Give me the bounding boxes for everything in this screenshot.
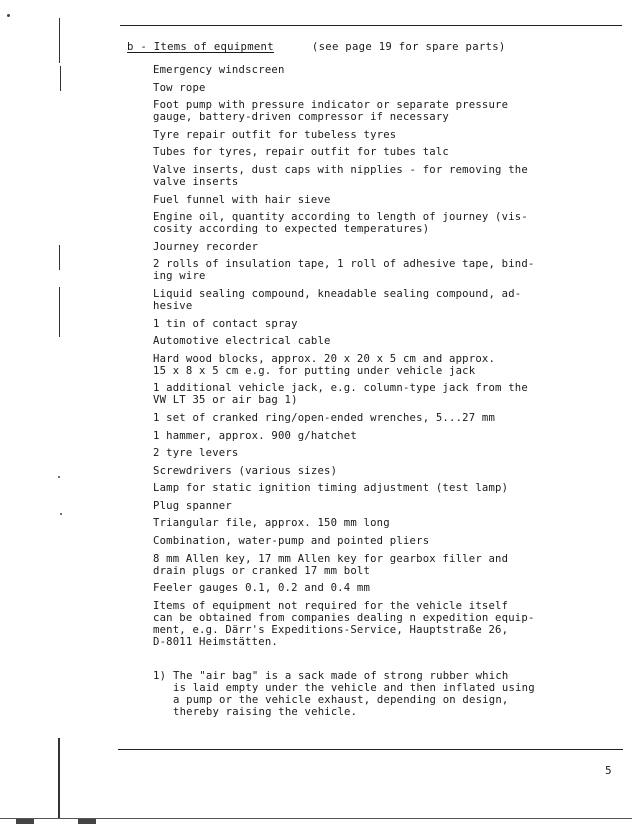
- margin-mark: [60, 66, 61, 91]
- margin-mark: [59, 18, 60, 63]
- footnote: [153, 670, 593, 718]
- list-item: 8 mm Allen key, 17 mm Allen key for gearbox filler and drain plugs or cranked 17 mm bolt: [153, 552, 509, 577]
- list-item: Items of equipment not required for the vehicle itself can be obtained from companies dealing n expedition equip- ment, e.g. Därr's Expeditions-Service, Hauptstraße 26, D-8011 Heimstätten.: [153, 599, 535, 648]
- section-heading: [127, 41, 506, 53]
- scan-speck: [60, 513, 62, 515]
- list-item: Tubes for tyres, repair outfit for tubes talc: [153, 146, 450, 159]
- footnote-number: 1): [153, 670, 167, 682]
- list-item: Liquid sealing compound, kneadable sealing compound, ad- hesive: [153, 287, 522, 312]
- list-item: 1 additional vehicle jack, e.g. column-type jack from the VW LT 35 or air bag 1): [153, 382, 528, 407]
- list-item: Journey recorder: [153, 240, 259, 253]
- bottom-rule: [118, 749, 623, 750]
- list-item: Plug spanner: [153, 499, 232, 512]
- list-item: Lamp for static ignition timing adjustment (test lamp): [153, 482, 509, 495]
- scan-edge-mark: [16, 819, 34, 824]
- list-item: Hard wood blocks, approx. 20 x 20 x 5 cm and approx. 15 x 8 x 5 cm e.g. for putting under vehicle jack: [153, 352, 496, 377]
- list-item: Automotive electrical cable: [153, 335, 331, 348]
- list-item: Valve inserts, dust caps with nipplies - for removing the valve inserts: [153, 163, 528, 188]
- list-item: 1 tin of contact spray: [153, 317, 298, 330]
- list-item: Emergency windscreen: [153, 64, 285, 76]
- scan-speck: [7, 14, 10, 17]
- list-item: Foot pump with pressure indicator or separate pressure gauge, battery-driven compressor if necessary: [153, 99, 509, 124]
- list-item: 2 tyre levers: [153, 447, 239, 460]
- margin-mark: [59, 287, 60, 337]
- section-heading-label: b - Items of equipment: [127, 41, 274, 53]
- top-rule: [120, 25, 622, 26]
- list-item: Screwdrivers (various sizes): [153, 464, 338, 477]
- list-item: Engine oil, quantity according to length of journey (vis- cosity according to expected temperatures): [153, 211, 528, 236]
- list-item: Fuel funnel with hair sieve: [153, 193, 331, 206]
- margin-mark: [59, 245, 60, 270]
- equipment-list: [153, 64, 593, 653]
- list-item: 2 rolls of insulation tape, 1 roll of adhesive tape, bind- ing wire: [153, 258, 535, 283]
- list-item: Triangular file, approx. 150 mm long: [153, 517, 390, 530]
- section-heading-note: (see page 19 for spare parts): [311, 41, 506, 53]
- list-item: 1 set of cranked ring/open-ended wrenches, 5...27 mm: [153, 411, 496, 424]
- page-number: 5: [605, 764, 612, 777]
- margin-mark: [58, 738, 60, 818]
- list-item: 1 hammer, approx. 900 g/hatchet: [153, 429, 357, 442]
- scan-speck: [58, 476, 60, 478]
- footnote-text: The "air bag" is a sack made of strong rubber which is laid empty under the vehicle and then inflated using a pump or the vehicle exhaust, depending on design, thereby raising the vehicle.: [173, 670, 535, 718]
- list-item: Feeler gauges 0.1, 0.2 and 0.4 mm: [153, 582, 371, 595]
- scan-edge-mark: [78, 819, 96, 824]
- list-item: Combination, water-pump and pointed pliers: [153, 535, 430, 548]
- list-item: Tyre repair outfit for tubeless tyres: [153, 128, 397, 141]
- list-item: Tow rope: [153, 81, 206, 94]
